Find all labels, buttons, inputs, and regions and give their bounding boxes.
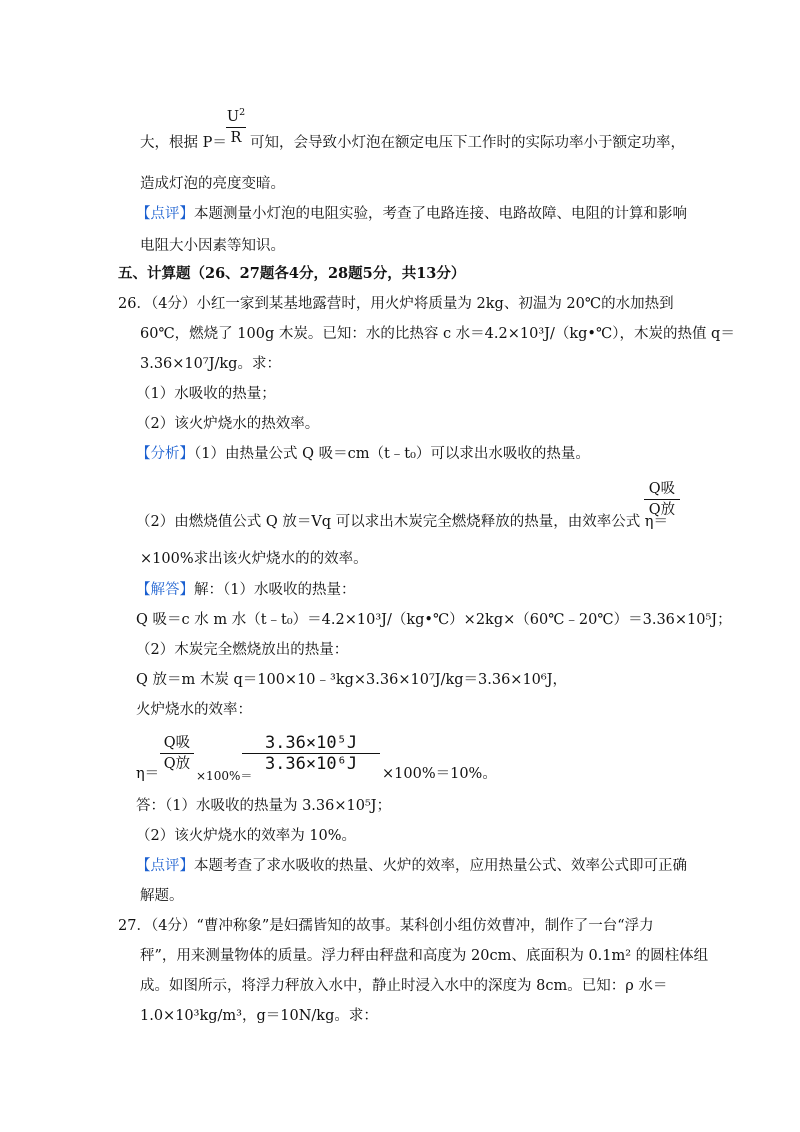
text-line [136,856,687,876]
text-line [136,204,687,224]
text-line: 成。如图所示，将浮力秤放入水中，静止时浸入水中的深度为 8cm。已知：ρ 水＝ [140,978,668,994]
fraction-numerator: $U^2$ [226,107,246,125]
text-segment: ×100%＝10%。 [382,766,497,782]
text-line: 解题。 [140,888,184,904]
answer-tag: 【解答】 [136,582,194,598]
fraction-denominator: R [230,130,242,146]
efficiency-fraction [160,734,194,773]
text-segment: 解：（1）水吸收的热量： [194,582,356,598]
text-line [250,133,685,153]
text-line: 60℃，燃烧了 100g 木炭。已知：水的比热容 c 水＝4.2×10³J/（kg•℃），木炭的热值 q＝ [140,326,735,342]
text-line: （2）该火炉烧水的效率为 10%。 [136,828,357,844]
text-line: （2）由燃烧值公式 Q 放＝Vq 可以求出木炭完全燃烧释放的热量，由效率公式 η＝ [136,514,668,530]
question-26: 26．（4分）小红一家到某基地露营时，用火炉将质量为 2kg、初温为 20℃的水加热到 [118,296,674,312]
text-line: 造成灯泡的亮度变暗。 [140,176,285,192]
fraction-numerator: Q吸 [163,735,191,751]
text-line [140,133,227,153]
analysis-tag: 【分析】 [136,446,194,462]
fraction-numerator: 3.36×10⁵J [264,733,358,753]
text-segment: 大，根据 P＝ [140,135,227,151]
text-line: 3.36×10⁷J/kg。求： [140,356,281,372]
text-line: 电阻大小因素等知识。 [140,238,285,254]
sub-question: （2）该火炉烧水的热效率。 [136,416,320,432]
section-heading: 五、计算题（26、27题各4分，28题5分，共13分） [118,265,466,282]
review-tag: 【点评】 [136,206,194,222]
fraction-bar [226,127,246,128]
value-fraction [242,734,380,773]
efficiency-formula-fraction [644,480,680,519]
text-segment: 本题考查了求水吸收的热量、火炉的效率，应用热量公式、效率公式即可正确 [194,858,687,874]
sub-question: （1）水吸收的热量； [136,386,276,402]
fraction-denominator: 3.36×10⁶J [264,754,358,774]
equation-line: Q 吸＝c 水 m 水（t﹣t₀）＝4.2×10³J/（kg•℃）×2kg×（60℃﹣20℃）＝3.36×10⁵J； [136,612,732,628]
text-line: ×100%求出该火炉烧水的的效率。 [140,551,368,567]
fraction-denominator: Q放 [163,756,191,772]
text-segment: ×100%＝ [196,769,253,783]
text-line [136,580,355,600]
power-formula-fraction [226,108,246,147]
text-segment: 本题测量小灯泡的电阻实验，考查了电路连接、电路故障、电阻的计算和影响 [194,206,687,222]
fraction-numerator: Q吸 [648,481,676,497]
text-line: 秤”，用来测量物体的质量。浮力秤由秤盘和高度为 20cm、底面积为 0.1m² 的圆柱体组 [140,948,709,964]
text-line [136,444,590,464]
question-27: 27．（4分）“曹冲称象”是妇孺皆知的故事。某科创小组仿效曹冲，制作了一台“浮力 [118,918,654,934]
text-segment: η＝ [136,766,160,782]
equation-line: Q 放＝m 木炭 q＝100×10﹣³kg×3.36×10⁷J/kg＝3.36×10⁶J， [136,672,568,688]
fraction-bar [160,753,194,754]
text-segment: （1）由热量公式 Q 吸＝cm（t﹣t₀）可以求出水吸收的热量。 [194,446,590,462]
review-tag: 【点评】 [136,858,194,874]
text-line: （2）木炭完全燃烧放出的热量： [136,642,349,658]
text-segment: 可知，会导致小灯泡在额定电压下工作时的实际功率小于额定功率， [250,135,685,151]
text-line: 1.0×10³kg/m³，g＝10N/kg。求： [140,1008,378,1024]
text-line: 答：（1）水吸收的热量为 3.36×10⁵J； [136,798,392,814]
text-line: 火炉烧水的效率： [136,702,252,718]
fraction-denominator: Q放 [648,502,676,518]
fraction-bar [644,499,680,500]
